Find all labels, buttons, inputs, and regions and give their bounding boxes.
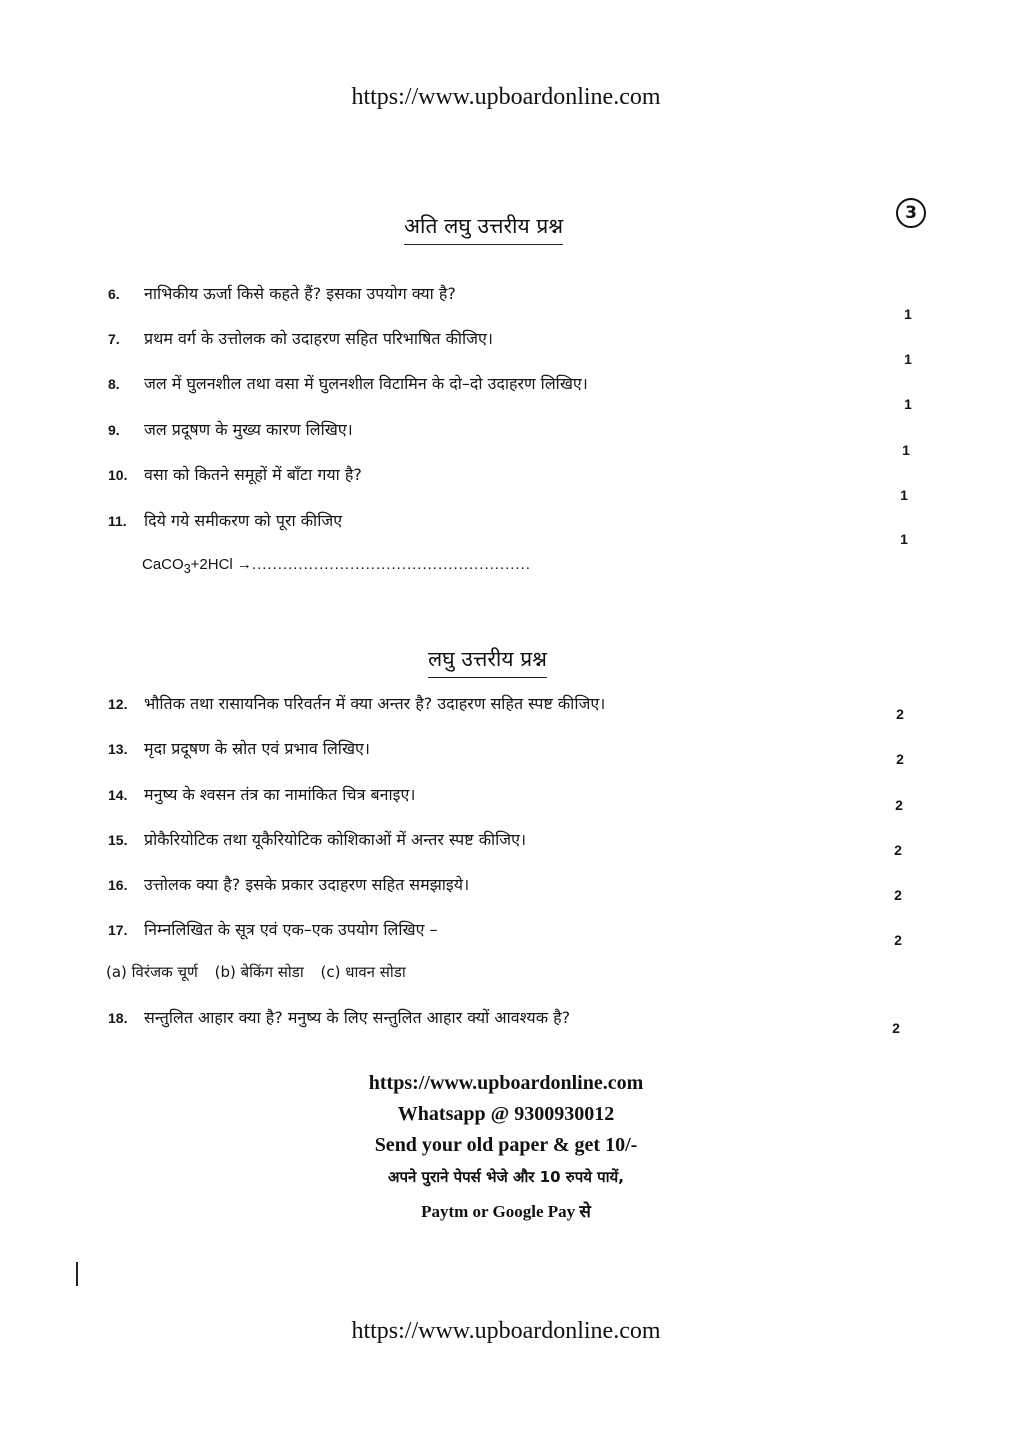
question-marks: 1 bbox=[902, 442, 910, 458]
question-number: 18. bbox=[108, 1010, 128, 1026]
option-c: (c) धावन सोडा bbox=[320, 963, 406, 981]
question-text: सन्तुलित आहार क्या है? मनुष्य के लिए सन्तुलित आहार क्यों आवश्यक है? bbox=[144, 1008, 571, 1027]
question-number: 15. bbox=[108, 832, 128, 848]
question-text: प्रोकैरियोटिक तथा यूकैरियोटिक कोशिकाओं में अन्तर स्पष्ट कीजिए। bbox=[144, 830, 527, 849]
question-text: भौतिक तथा रासायनिक परिवर्तन में क्या अन्तर है? उदाहरण सहित स्पष्ट कीजिए। bbox=[144, 694, 606, 713]
question-text: दिये गये समीकरण को पूरा कीजिए bbox=[144, 511, 343, 530]
question-item bbox=[108, 509, 928, 547]
equation-subscript: 3 bbox=[183, 562, 191, 576]
question-item bbox=[108, 873, 928, 903]
question-item bbox=[108, 918, 928, 948]
section-very-short-title: अति लघु उत्तरीय प्रश्न bbox=[404, 212, 563, 245]
promo-whatsapp: Whatsapp @ 9300930012 bbox=[397, 1103, 615, 1125]
question-marks: 1 bbox=[904, 396, 912, 412]
question-marks: 1 bbox=[904, 306, 912, 322]
question-number: 17. bbox=[108, 922, 128, 938]
section-short-title: लघु उत्तरीय प्रश्न bbox=[428, 645, 547, 678]
question-item bbox=[108, 282, 928, 322]
question-text: नाभिकीय ऊर्जा किसे कहते हैं? इसका उपयोग क्या है? bbox=[144, 284, 456, 303]
question-marks: 2 bbox=[892, 1020, 900, 1036]
question-marks: 1 bbox=[900, 531, 908, 547]
promo-payment: Paytm or Google Pay से bbox=[421, 1202, 591, 1221]
question-number: 10. bbox=[108, 467, 128, 483]
question-text: निम्नलिखित के सूत्र एवं एक–एक उपयोग लिखिए – bbox=[144, 920, 438, 939]
equation-blank: ...................................................... bbox=[251, 556, 531, 573]
question-item bbox=[108, 783, 928, 813]
question-number: 14. bbox=[108, 787, 128, 803]
question-item bbox=[108, 737, 928, 767]
question-item bbox=[108, 828, 928, 858]
question-marks: 1 bbox=[904, 351, 912, 367]
question-marks: 2 bbox=[894, 842, 902, 858]
promo-url[interactable]: https://www.upboardonline.com bbox=[368, 1072, 644, 1094]
question-number: 6. bbox=[108, 286, 120, 302]
question-marks: 2 bbox=[896, 706, 904, 722]
question-number: 13. bbox=[108, 741, 128, 757]
question-marks: 2 bbox=[896, 751, 904, 767]
question-text: मनुष्य के श्वसन तंत्र का नामांकित चित्र बनाइए। bbox=[144, 785, 416, 804]
question-number: 7. bbox=[108, 331, 120, 347]
question-marks: 2 bbox=[894, 932, 902, 948]
sub-options bbox=[106, 962, 418, 982]
question-marks: 1 bbox=[900, 487, 908, 503]
question-item bbox=[108, 418, 928, 458]
question-text: वसा को कितने समूहों में बाँटा गया है? bbox=[144, 465, 362, 484]
option-b: (b) बेकिंग सोडा bbox=[214, 963, 304, 981]
question-text: जल में घुलनशील तथा वसा में घुलनशील विटामिन के दो–दो उदाहरण लिखिए। bbox=[144, 374, 588, 393]
footer-url[interactable]: https://www.upboardonline.com bbox=[351, 1318, 661, 1344]
question-item bbox=[108, 692, 928, 722]
promo-offer: Send your old paper & get 10/- bbox=[374, 1134, 638, 1156]
scan-mark bbox=[76, 1262, 78, 1286]
header-url[interactable]: https://www.upboardonline.com bbox=[351, 84, 661, 110]
promo-offer-hindi: अपने पुराने पेपर्स भेजे और 10 रुपये पायें, bbox=[388, 1168, 624, 1186]
equation-reactant-b: +2HCl → bbox=[190, 556, 252, 573]
question-number: 8. bbox=[108, 376, 120, 392]
question-number: 9. bbox=[108, 422, 120, 438]
option-a: (a) विरंजक चूर्ण bbox=[106, 963, 198, 981]
page-number-badge: 3 bbox=[896, 198, 926, 228]
question-text: जल प्रदूषण के मुख्य कारण लिखिए। bbox=[144, 420, 353, 439]
question-text: मृदा प्रदूषण के स्रोत एवं प्रभाव लिखिए। bbox=[144, 739, 370, 758]
question-item bbox=[108, 327, 928, 367]
chemical-equation bbox=[142, 556, 531, 576]
question-number: 12. bbox=[108, 696, 128, 712]
question-marks: 2 bbox=[894, 887, 902, 903]
question-item bbox=[108, 372, 928, 412]
question-item bbox=[108, 1006, 928, 1036]
equation-reactant: CaCO bbox=[142, 556, 184, 573]
question-text: प्रथम वर्ग के उत्तोलक को उदाहरण सहित परिभाषित कीजिए। bbox=[144, 329, 493, 348]
question-marks: 2 bbox=[895, 797, 903, 813]
question-text: उत्तोलक क्या है? इसके प्रकार उदाहरण सहित समझाइये। bbox=[144, 875, 470, 894]
question-number: 11. bbox=[108, 513, 127, 529]
question-item bbox=[108, 463, 928, 503]
question-number: 16. bbox=[108, 877, 128, 893]
